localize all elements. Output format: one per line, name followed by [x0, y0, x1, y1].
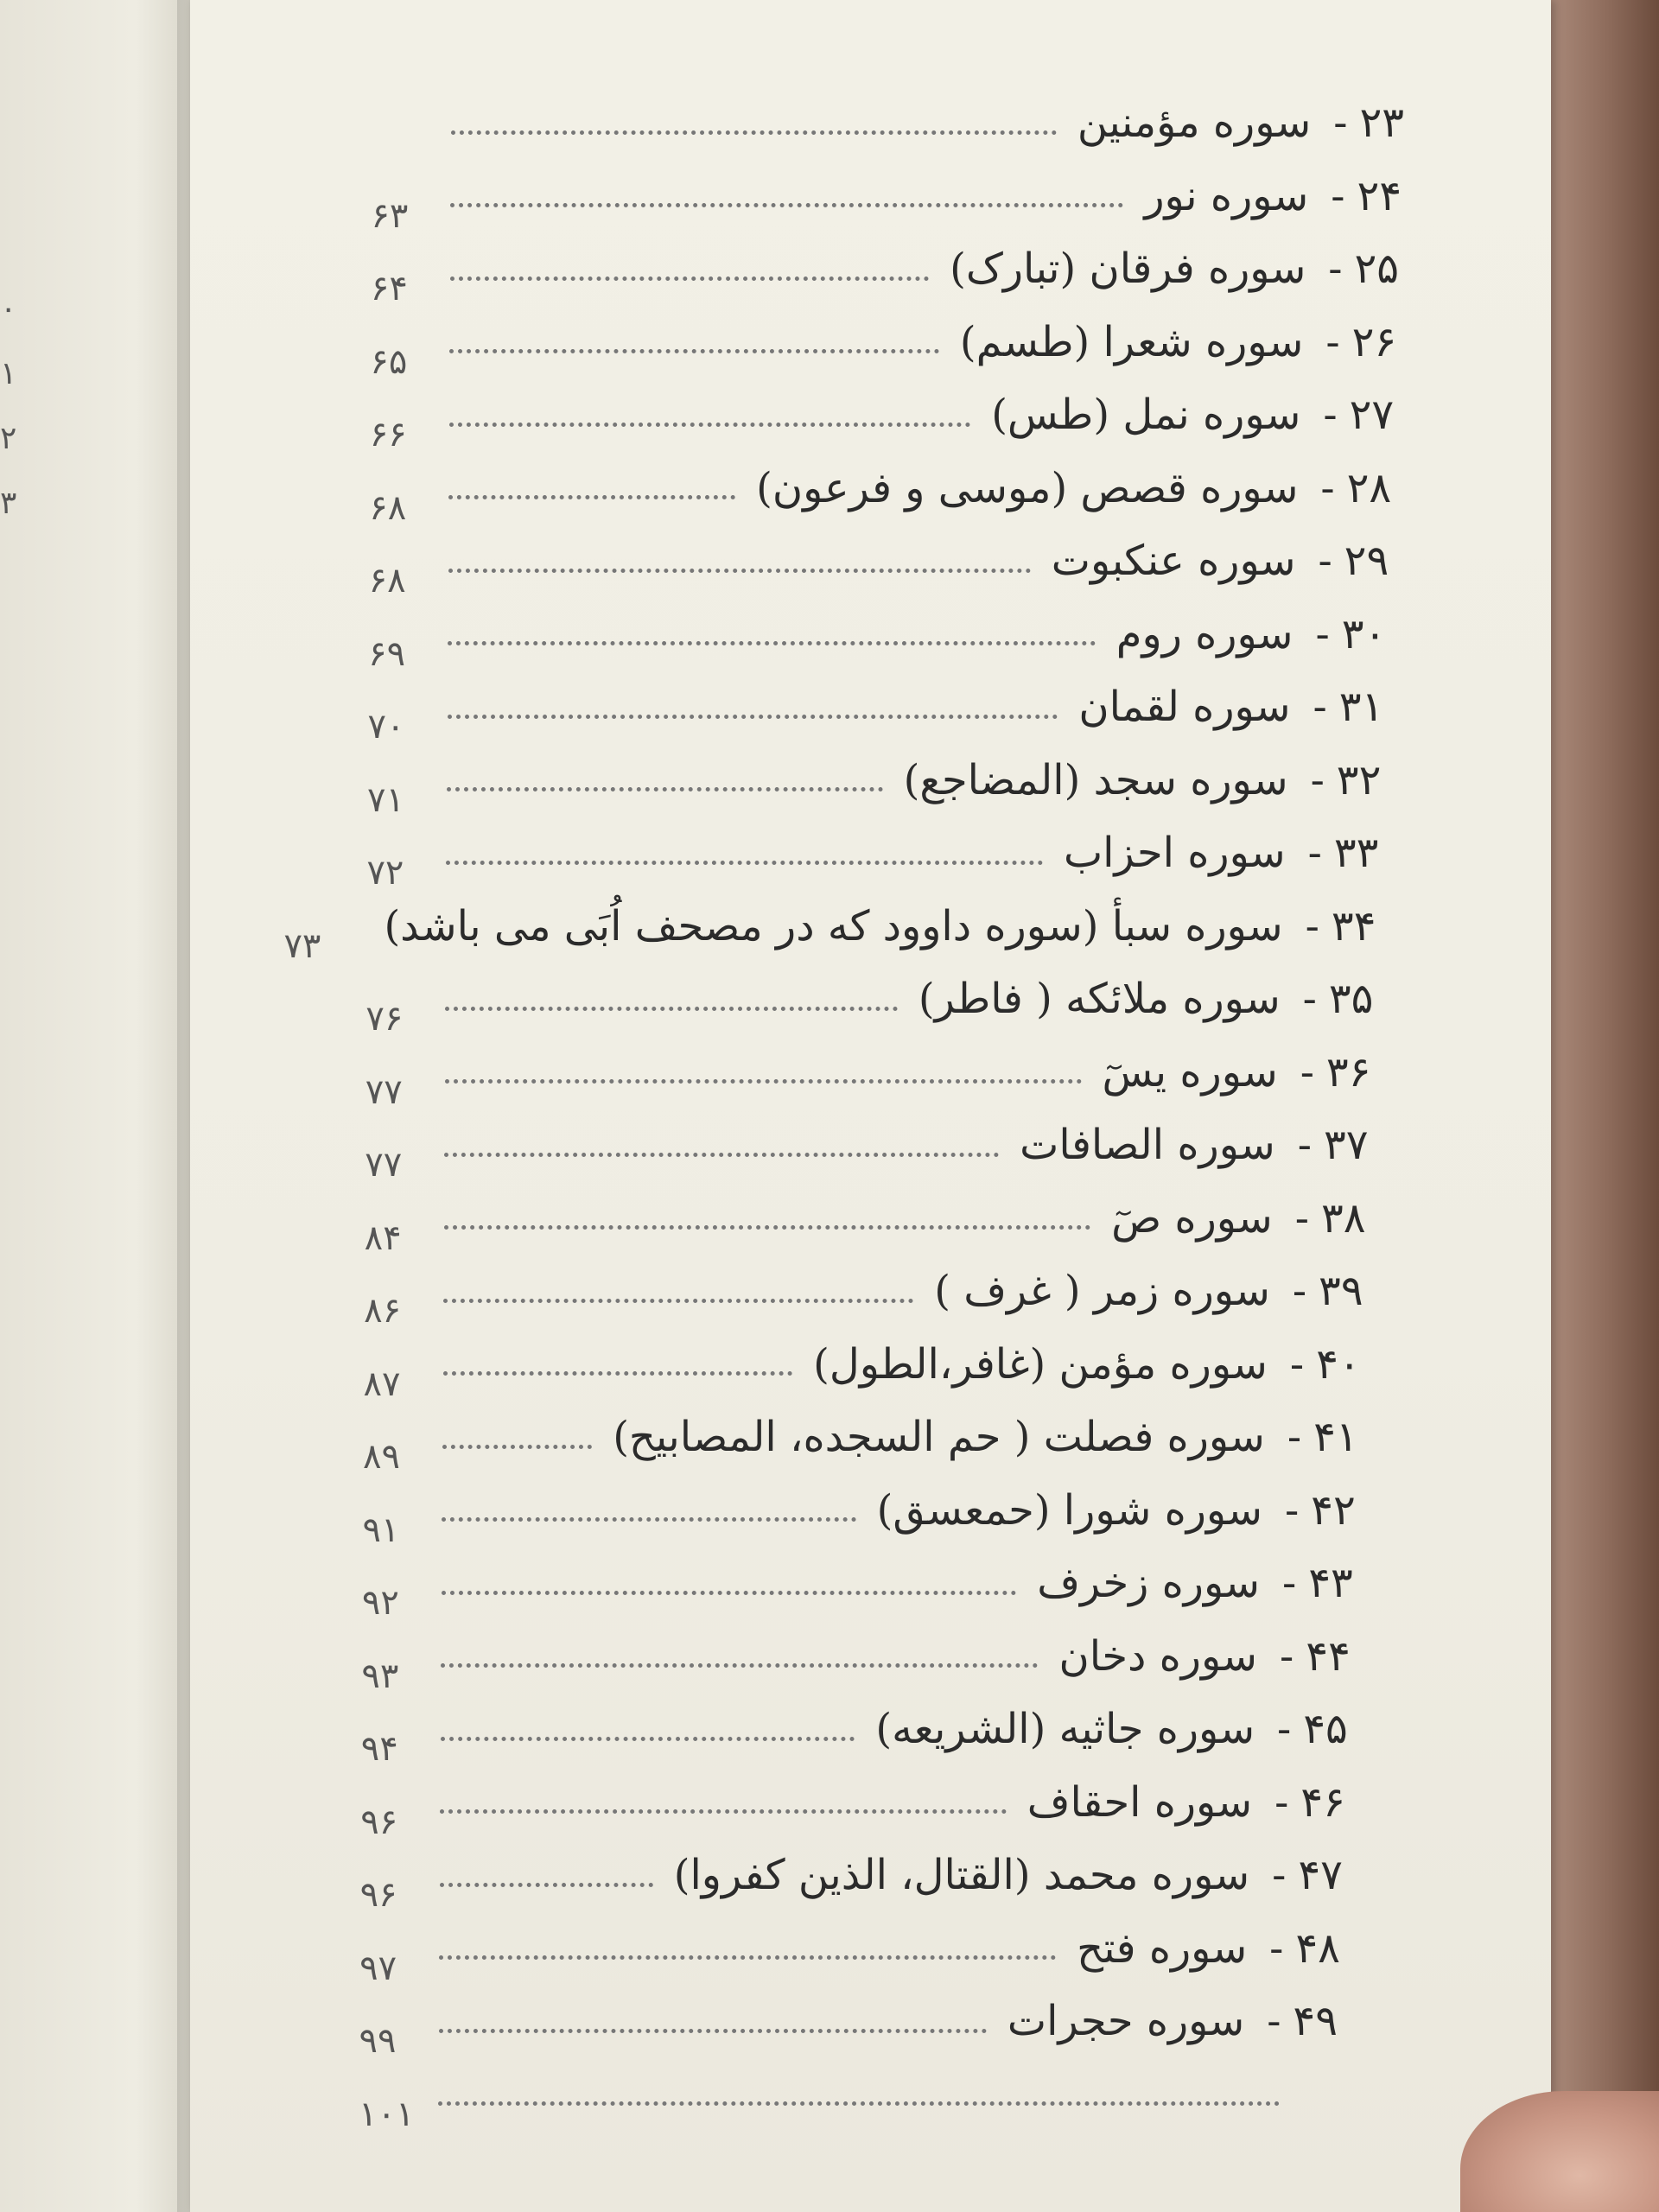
entry-title: سوره نور — [1144, 171, 1309, 220]
page-number: ۶۴ — [370, 269, 408, 309]
toc-row — [190, 817, 1551, 893]
dot-leader — [441, 1737, 855, 1741]
dot-leader — [440, 1809, 1007, 1814]
toc-row — [190, 1328, 1551, 1402]
entry-title: سوره حجرات — [1007, 1997, 1245, 2046]
entry-title: سوره الصافات — [1020, 1121, 1275, 1170]
dot-leader — [442, 1517, 855, 1522]
entry-title: سوره روم — [1116, 609, 1294, 658]
entry-number: ۳۸ — [1321, 1193, 1366, 1243]
entry-separator: - — [1292, 1267, 1307, 1316]
toc-row — [190, 1693, 1551, 1770]
entry-separator: - — [1274, 1777, 1289, 1827]
entry-title: سوره دخان — [1058, 1631, 1257, 1681]
entry-number: ۴۸ — [1295, 1923, 1340, 1973]
page-number: ۷۷ — [365, 1071, 403, 1112]
entry-separator: - — [1305, 901, 1319, 950]
entry-title: سوره لقمان — [1078, 683, 1291, 732]
toc-row — [190, 232, 1551, 309]
toc-row — [190, 1474, 1551, 1548]
entry-title: سوره شعرا (طسم) — [959, 317, 1304, 366]
entry-title: سوره ملائکه ( فاطر) — [918, 975, 1281, 1024]
dot-leader — [448, 641, 1096, 645]
entry-separator: - — [1318, 537, 1332, 586]
page-number: ۹۱ — [362, 1510, 400, 1550]
entry-number: ۲۵ — [1354, 245, 1400, 294]
entry-separator: - — [1269, 1923, 1284, 1973]
dot-leader — [442, 1591, 1016, 1595]
page-number: ۹۶ — [360, 1802, 398, 1842]
toc-row — [190, 1839, 1551, 1916]
entry-title: سوره عنکبوت — [1051, 537, 1296, 586]
page-number: ۸۶ — [364, 1291, 402, 1332]
entry-separator: - — [1300, 1047, 1314, 1096]
page-number: ۷۶ — [365, 999, 404, 1039]
entry-title: سوره مؤمن (غافر،الطول) — [813, 1339, 1268, 1389]
page-number: ۹۷ — [359, 1948, 397, 1988]
page-number: ۹۶ — [359, 1875, 397, 1916]
entry-number: ۴۴ — [1306, 1631, 1351, 1681]
toc-row — [190, 1036, 1551, 1112]
entry-number: ۳۰ — [1341, 609, 1387, 658]
entry-separator: - — [1331, 171, 1345, 220]
left-edge-mark: ۳ — [0, 486, 17, 521]
entry-number: ۲۳ — [1359, 99, 1404, 148]
dot-leader — [444, 1225, 1090, 1230]
page-number: ۹۴ — [360, 1729, 398, 1770]
left-page — [0, 0, 196, 2212]
page-number: ۹۳ — [361, 1656, 399, 1696]
toc-row — [190, 598, 1551, 674]
entry-title: سوره احقاف — [1027, 1777, 1253, 1827]
entry-number: ۳۴ — [1331, 901, 1376, 950]
page-number: ۷۰ — [367, 707, 405, 747]
entry-number: ۳۶ — [1325, 1047, 1371, 1096]
entry-number: ۲۹ — [1344, 537, 1389, 586]
entry-number: ۳۱ — [1338, 683, 1384, 732]
dot-leader — [448, 569, 1031, 573]
page-number: ۷۷ — [365, 1145, 403, 1185]
left-edge-mark: ۲ — [0, 421, 17, 456]
entry-title: سوره سبأ (سوره داوود که در مصحف اُبَی می باشد) — [384, 901, 1283, 950]
entry-title: سوره فتح — [1077, 1923, 1248, 1973]
toc-row — [190, 890, 1551, 966]
entry-number: ۲۸ — [1346, 463, 1392, 512]
toc-row — [190, 524, 1551, 601]
page-number: ۸۴ — [364, 1217, 402, 1258]
dot-leader — [438, 2101, 1280, 2106]
entry-separator: - — [1287, 1413, 1302, 1462]
dot-leader — [446, 861, 1043, 865]
entry-title: سوره زخرف — [1037, 1559, 1260, 1608]
dot-leader — [439, 2029, 987, 2033]
entry-number: ۴۹ — [1293, 1997, 1338, 2046]
dot-leader — [439, 1955, 1056, 1960]
left-edge-mark: ۰ — [0, 291, 17, 327]
entry-separator: - — [1323, 391, 1338, 440]
dot-leader — [449, 423, 970, 427]
dot-leader — [451, 130, 1057, 135]
dot-leader — [440, 1883, 653, 1887]
entry-separator: - — [1302, 975, 1317, 1024]
page-number: ۶۸ — [368, 561, 406, 601]
page-number: ۷۳ — [283, 925, 321, 966]
toc-row — [190, 671, 1551, 747]
dot-leader — [445, 1007, 898, 1011]
entry-number: ۳۳ — [1333, 829, 1379, 878]
dot-leader — [443, 1299, 913, 1303]
entry-separator: - — [1281, 1559, 1297, 1608]
entry-title: سوره جاثیه (الشریعه) — [875, 1705, 1255, 1754]
dot-leader — [448, 715, 1058, 719]
entry-title: سوره صٓ — [1111, 1193, 1273, 1243]
toc-row — [190, 1912, 1551, 1986]
entry-separator: - — [1320, 463, 1335, 512]
entry-separator: - — [1280, 1631, 1294, 1681]
entry-title: سوره شورا (حمعسق) — [876, 1485, 1262, 1535]
entry-separator: - — [1289, 1339, 1305, 1389]
toc-row — [190, 2058, 1551, 2132]
page-number: ۹۲ — [361, 1583, 399, 1624]
page-number: ۶۸ — [369, 487, 407, 528]
entry-title: سوره احزاب — [1063, 829, 1286, 878]
entry-number: ۴۳ — [1308, 1559, 1353, 1608]
table-of-contents — [190, 86, 1551, 2134]
entry-separator: - — [1297, 1121, 1312, 1170]
dot-leader — [450, 203, 1123, 207]
entry-separator: - — [1325, 317, 1340, 366]
toc-row — [190, 1182, 1551, 1258]
entry-separator: - — [1267, 1997, 1281, 2046]
toc-row — [190, 306, 1551, 382]
toc-row — [190, 744, 1551, 820]
entry-title: سوره مؤمنین — [1077, 99, 1312, 148]
toc-row — [190, 1255, 1551, 1332]
entry-separator: - — [1315, 609, 1330, 658]
entry-separator: - — [1284, 1485, 1300, 1535]
entry-number: ۴۵ — [1303, 1705, 1348, 1754]
toc-row — [190, 1766, 1551, 1840]
page-number: ۸۷ — [363, 1363, 401, 1404]
dot-leader — [445, 1079, 1082, 1084]
entry-title: سوره یسٓ — [1102, 1047, 1278, 1096]
dot-leader — [449, 349, 939, 353]
page-number: ۶۹ — [368, 633, 406, 674]
entry-separator: - — [1310, 755, 1325, 804]
toc-row — [190, 1547, 1551, 1624]
entry-number: ۳۵ — [1328, 975, 1374, 1024]
left-edge-mark: ۱ — [0, 356, 17, 391]
entry-title: سوره قصص (موسی و فرعون) — [756, 463, 1299, 512]
dot-leader — [450, 276, 929, 281]
entry-number: ۴۷ — [1298, 1851, 1343, 1900]
toc-row — [190, 1109, 1551, 1185]
page-number: ۱۰۱ — [359, 2094, 415, 2134]
page-number: ۸۹ — [363, 1437, 400, 1478]
entry-number: ۲۶ — [1351, 317, 1397, 366]
dot-leader — [441, 1663, 1038, 1668]
entry-separator: - — [1272, 1851, 1287, 1900]
entry-number: ۴۲ — [1311, 1485, 1356, 1535]
entry-separator: - — [1294, 1193, 1309, 1243]
entry-number: ۲۷ — [1349, 391, 1395, 440]
entry-title: سوره محمد (القتال، الذین کفروا) — [673, 1851, 1250, 1900]
toc-row — [190, 86, 1551, 160]
entry-title: سوره سجد (المضاجع) — [903, 755, 1288, 804]
entry-separator: - — [1328, 245, 1343, 294]
entry-number: ۳۷ — [1323, 1121, 1369, 1170]
toc-row — [190, 1985, 1551, 2062]
entry-number: ۴۰ — [1316, 1339, 1361, 1389]
entry-title: سوره فصلت ( حم السجده، المصابیح) — [613, 1413, 1265, 1462]
page-number: ۷۲ — [366, 853, 404, 893]
left-page-edge-marks — [0, 276, 26, 536]
page-number: ۷۱ — [367, 779, 404, 820]
entry-separator: - — [1307, 829, 1322, 878]
toc-row — [190, 1620, 1551, 1694]
toc-row — [190, 452, 1551, 528]
entry-separator: - — [1277, 1705, 1292, 1754]
dot-leader — [442, 1445, 592, 1449]
entry-number: ۴۶ — [1300, 1777, 1345, 1827]
dot-leader — [448, 495, 735, 499]
entry-number: ۲۴ — [1357, 171, 1402, 220]
entry-number: ۴۱ — [1313, 1413, 1358, 1462]
page-number: ۶۶ — [369, 415, 407, 455]
book-page — [190, 0, 1551, 2212]
toc-row — [190, 378, 1551, 455]
page-number: ۹۹ — [359, 2021, 397, 2062]
toc-row — [190, 160, 1551, 236]
entry-title: سوره زمر ( غرف ) — [934, 1267, 1270, 1316]
entry-number: ۳۲ — [1336, 755, 1382, 804]
dot-leader — [443, 1371, 793, 1376]
entry-separator: - — [1333, 99, 1348, 148]
dot-leader — [444, 1153, 999, 1157]
entry-title: سوره نمل (طس) — [991, 391, 1301, 440]
entry-title: سوره فرقان (تبارک) — [950, 245, 1306, 294]
page-number: ۶۵ — [370, 341, 408, 382]
entry-separator: - — [1313, 683, 1327, 732]
entry-number: ۳۹ — [1319, 1267, 1363, 1316]
toc-row — [190, 1401, 1551, 1478]
dot-leader — [447, 787, 883, 791]
page-number: ۶۳ — [371, 195, 409, 236]
toc-row — [190, 963, 1551, 1039]
